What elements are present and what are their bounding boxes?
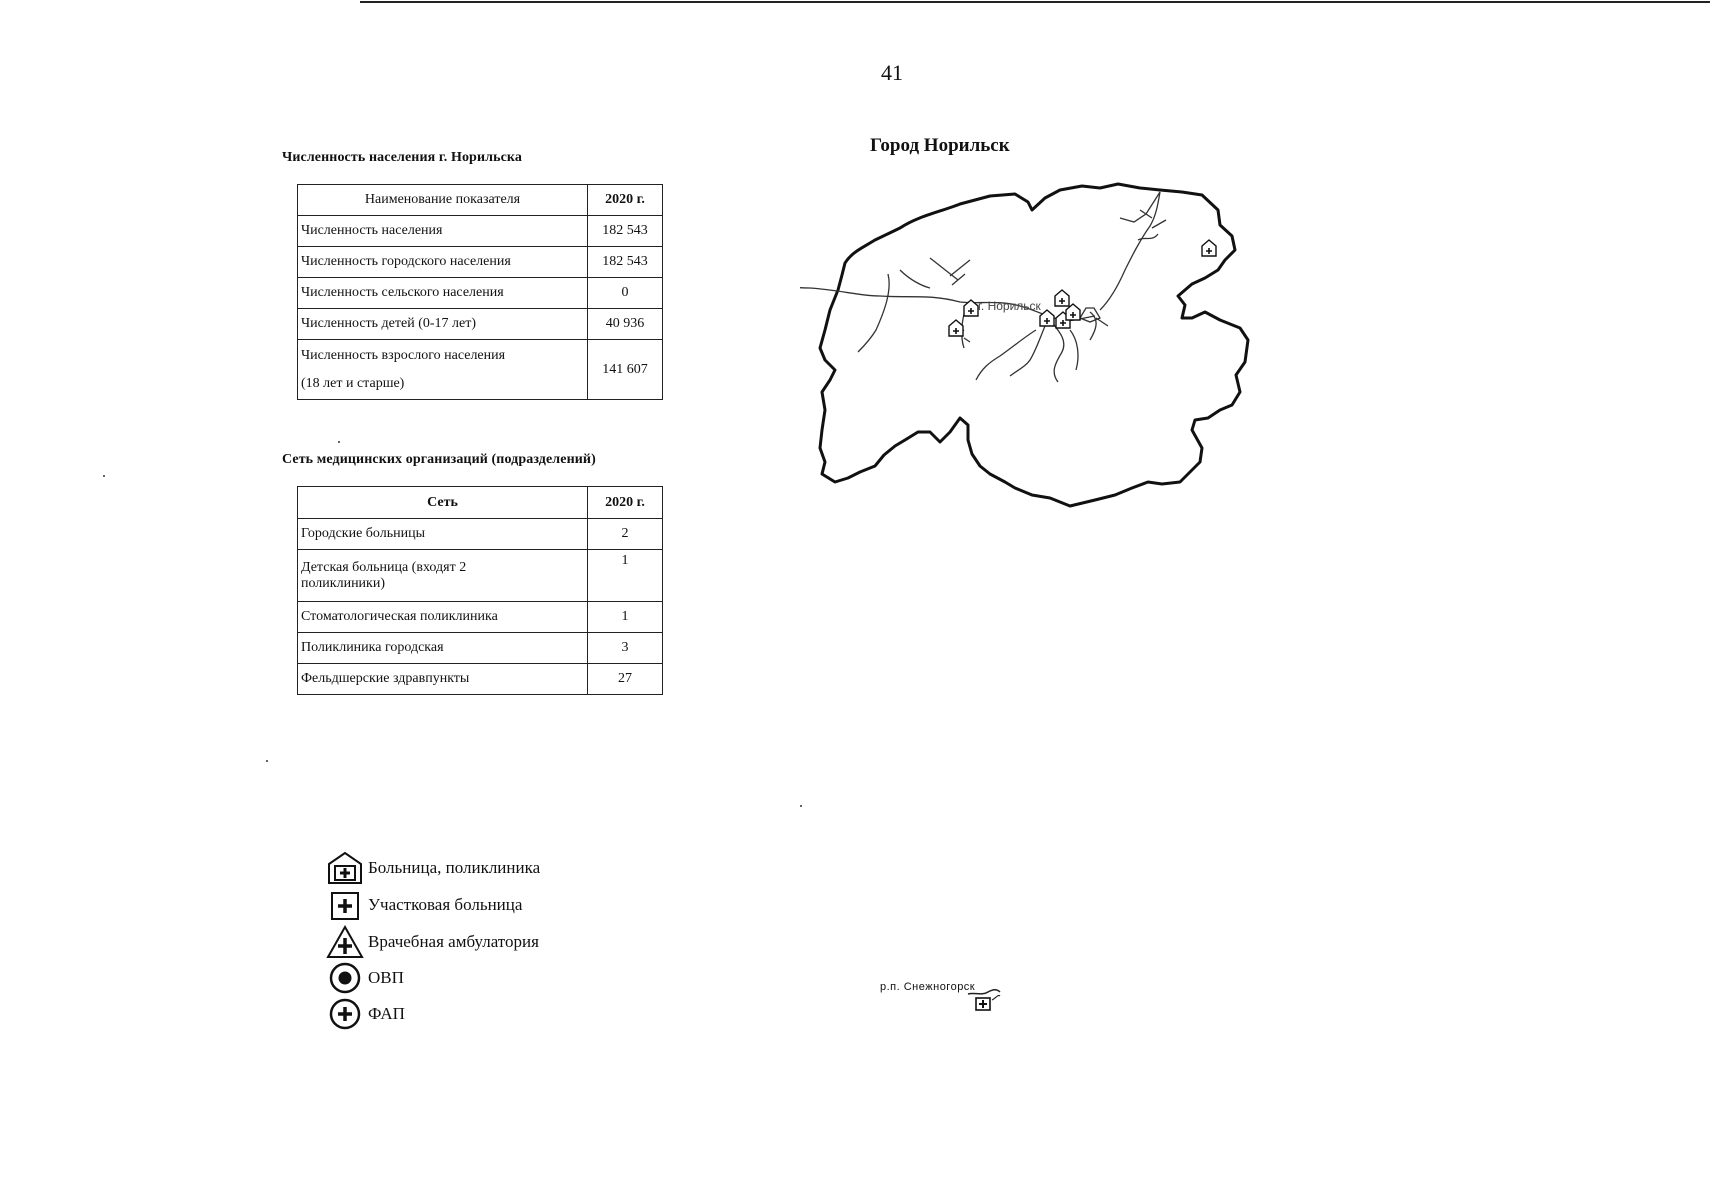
fap-icon — [326, 996, 364, 1032]
scan-speck — [103, 475, 105, 477]
river — [900, 270, 930, 288]
table-header-row — [298, 185, 663, 216]
scan-edge-line — [360, 1, 1710, 3]
hospital-icon — [949, 320, 963, 336]
indicator-name: Численность сельского населения — [298, 278, 588, 309]
river — [1070, 330, 1078, 370]
map-title: Город Норильск — [870, 135, 1010, 156]
hospital-icon — [326, 850, 364, 886]
legend-label: Больница, поликлиника — [368, 858, 541, 877]
network-count: 1 — [588, 550, 663, 602]
river — [1138, 210, 1166, 240]
column-header-year: 2020 г. — [588, 185, 663, 216]
table-row — [298, 602, 663, 633]
network-count: 3 — [588, 633, 663, 664]
river — [1100, 192, 1160, 310]
network-table-title: Сеть медицинских организаций (подразделений) — [282, 452, 596, 467]
column-header-name: Сеть — [298, 487, 588, 519]
table-row — [298, 216, 663, 247]
indicator-name-line: (18 лет и старше) — [301, 375, 405, 391]
network-table — [297, 486, 663, 695]
table-row — [298, 633, 663, 664]
indicator-name: Численность детей (0-17 лет) — [298, 309, 588, 340]
column-header-year: 2020 г. — [588, 487, 663, 519]
river — [1050, 320, 1064, 382]
river — [1010, 326, 1045, 376]
district-hospital-icon — [326, 887, 364, 923]
legend-item — [326, 850, 586, 886]
hospital-icon — [1055, 290, 1069, 306]
network-count: 2 — [588, 519, 663, 550]
scan-speck — [266, 760, 268, 762]
legend-item — [326, 996, 586, 1032]
network-name: Фельдшерские здравпункты — [298, 664, 588, 695]
hospital-icon — [1040, 310, 1054, 326]
table-row — [298, 247, 663, 278]
table-row — [298, 664, 663, 695]
table-row — [298, 340, 663, 400]
column-header-name: Наименование показателя — [298, 185, 588, 216]
table-header-row — [298, 487, 663, 519]
ovp-icon — [326, 960, 364, 996]
network-name-line: поликлиники) — [301, 575, 386, 591]
legend-item — [326, 924, 586, 960]
table-row — [298, 309, 663, 340]
norilsk-map — [800, 170, 1380, 550]
hospital-markers — [949, 240, 1216, 336]
network-count: 27 — [588, 664, 663, 695]
page-number: 41 — [881, 60, 903, 85]
indicator-value: 182 543 — [588, 247, 663, 278]
ambulatory-icon — [326, 924, 364, 960]
river-network — [800, 192, 1166, 382]
hospital-icon — [1202, 240, 1216, 256]
table-row — [298, 519, 663, 550]
population-table-title: Численность населения г. Норильска — [282, 150, 522, 165]
network-count: 1 — [588, 602, 663, 633]
indicator-name — [298, 340, 588, 400]
network-name-line: Детская больница (входят 2 — [301, 559, 467, 575]
river — [976, 330, 1036, 380]
town-label: р.п. Снежногорск — [880, 981, 976, 993]
indicator-value: 0 — [588, 278, 663, 309]
network-name: Городские больницы — [298, 519, 588, 550]
scan-speck — [800, 805, 802, 807]
indicator-value: 40 936 — [588, 309, 663, 340]
hospital-icon — [966, 986, 1006, 1016]
river — [858, 274, 889, 352]
legend-label: Участковая больница — [368, 895, 523, 914]
network-name: Стоматологическая поликлиника — [298, 602, 588, 633]
city-label: г. Норильск — [978, 299, 1041, 313]
scan-speck — [338, 441, 340, 443]
river — [1080, 308, 1100, 322]
river — [930, 258, 970, 285]
legend-item — [326, 887, 586, 923]
network-name: Поликлиника городская — [298, 633, 588, 664]
legend-item — [326, 960, 586, 996]
indicator-value: 182 543 — [588, 216, 663, 247]
indicator-name: Численность городского населения — [298, 247, 588, 278]
indicator-name-line: Численность взрослого населения — [301, 347, 506, 363]
table-row — [298, 550, 663, 602]
legend-label: ФАП — [368, 1004, 405, 1023]
table-row — [298, 278, 663, 309]
indicator-name: Численность населения — [298, 216, 588, 247]
network-name — [298, 550, 588, 602]
legend-label: Врачебная амбулатория — [368, 932, 539, 951]
indicator-value: 141 607 — [588, 340, 663, 400]
population-table — [297, 184, 663, 400]
territory-boundary — [820, 184, 1248, 506]
legend-label: ОВП — [368, 968, 404, 987]
